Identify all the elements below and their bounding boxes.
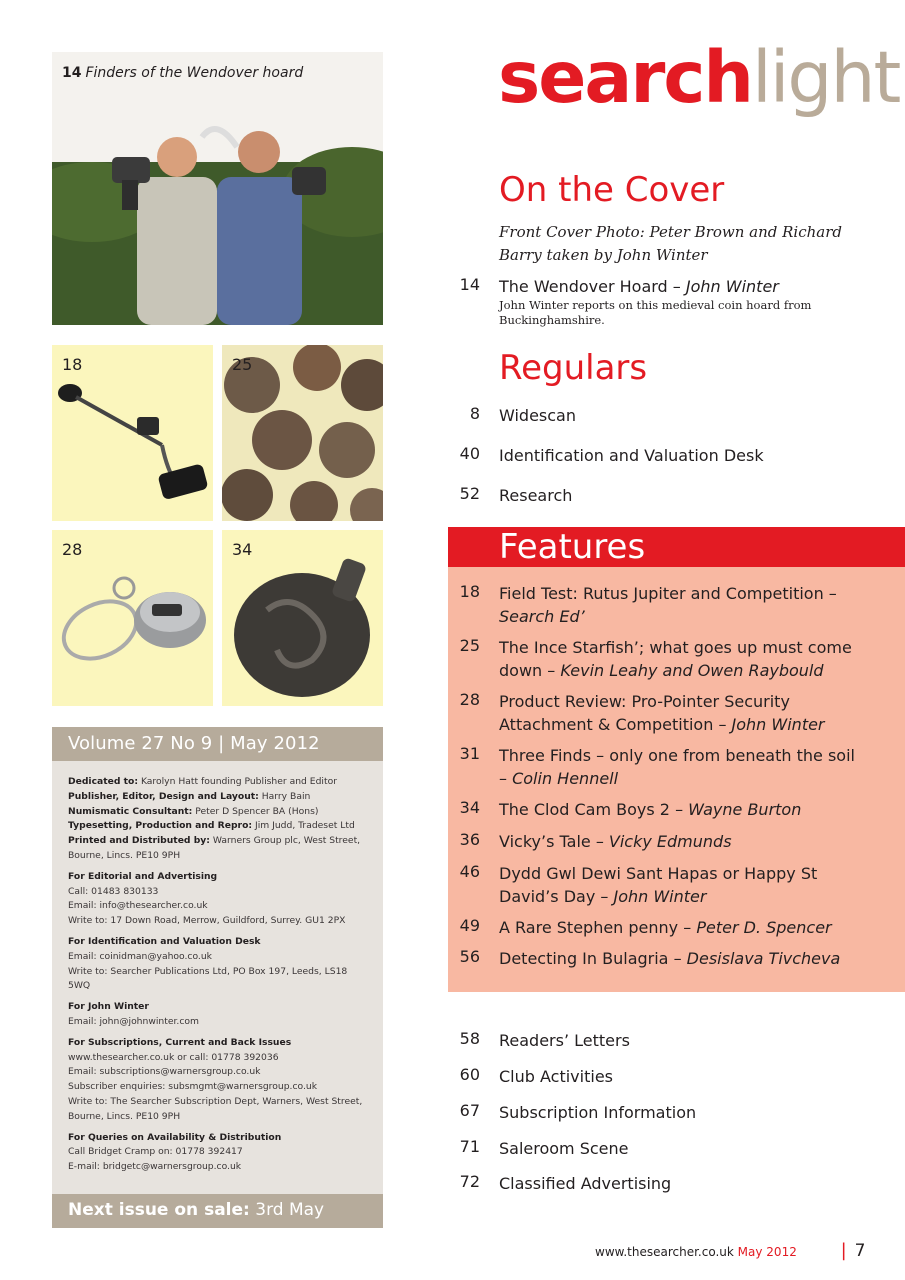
- toc-entry[interactable]: 40 Identification and Valuation Desk: [459, 444, 764, 465]
- cover-photo: [52, 52, 383, 325]
- heading-on-the-cover: On the Cover: [499, 170, 725, 210]
- staff-line: Publisher, Editor, Design and Layout: Harry Bain: [68, 790, 311, 802]
- staff-list: [68, 775, 367, 864]
- thumbnail-number: 28: [62, 540, 83, 559]
- cover-photo-caption-text: Finders of the Wendover hoard: [85, 65, 304, 81]
- feature-entry[interactable]: 25 The Ince Starfish’; what goes up must come down – Kevin Leahy and Owen Raybould: [459, 636, 852, 680]
- cover-photo-credit: Front Cover Photo: Peter Brown and Richard Barry taken by John Winter: [499, 223, 843, 264]
- footer-divider: |: [840, 1240, 847, 1261]
- searchlight-logo: [498, 36, 900, 119]
- page-number: 14: [459, 275, 480, 294]
- next-issue-bar: [52, 1194, 383, 1228]
- contact-identification: For Identification and Valuation Desk Email: coinidman@yahoo.co.uk Write to: Searcher Publications Ltd, PO Box 197, Leeds, LS18 5WQ: [68, 935, 348, 992]
- cover-photo-number: 14: [62, 65, 82, 81]
- entry-title: The Wendover Hoard – John Winter: [499, 277, 779, 296]
- feature-entry[interactable]: 56 Detecting In Bulagria – Desislava Tivcheva: [459, 947, 841, 968]
- contact-editorial: For Editorial and Advertising Call: 01483 830133 Email: info@thesearcher.co.uk Write to: 17 Down Road, Merrow, Guildford, Surrey. GU1 2PX: [68, 870, 346, 927]
- thumbnail-coins: [222, 345, 383, 521]
- thumbnail-seal: [222, 530, 383, 706]
- heading-features: Features: [499, 527, 646, 567]
- credits-body: [52, 761, 383, 1175]
- heading-regulars: Regulars: [499, 348, 648, 388]
- contact-subscriptions: For Subscriptions, Current and Back Issues www.thesearcher.co.uk or call: 01778 392036 Email: subscriptions@warnersgroup.co.uk Subscriber enquiries: subsmgmt@warnersgroup.co.uk Write to: The Searcher Subscription Dept, Warners, West Street, Bourne, Lincs. PE10 9PH: [68, 1036, 363, 1122]
- staff-line: Dedicated to: Karolyn Hatt founding Publisher and Editor: [68, 776, 337, 787]
- toc-entry[interactable]: 52 Research: [459, 484, 573, 505]
- cover-photo-caption: [62, 65, 303, 81]
- thumbnail-number: 18: [62, 355, 83, 374]
- contact-distribution: For Queries on Availability & Distribution Call Bridget Cramp on: 01778 392417 E-mail: bridgetc@warnersgroup.co.uk: [68, 1131, 282, 1173]
- toc-entry[interactable]: 71 Saleroom Scene: [459, 1137, 629, 1158]
- logo-light: light: [751, 36, 900, 119]
- next-issue-date: 3rd May: [255, 1200, 325, 1220]
- thumbnail-detector: [52, 345, 213, 521]
- feature-entry[interactable]: 34 The Clod Cam Boys 2 – Wayne Burton: [459, 798, 802, 819]
- thumbnail-pro-pointer: [52, 530, 213, 706]
- feature-entry[interactable]: 28 Product Review: Pro-Pointer Security Attachment & Competition – John Winter: [459, 690, 825, 734]
- toc-entry[interactable]: 67 Subscription Information: [459, 1101, 697, 1122]
- thumbnail-number: 25: [232, 355, 253, 374]
- volume-bar: Volume 27 No 9 | May 2012: [52, 727, 383, 761]
- thumbnail-number: 34: [232, 540, 253, 559]
- finders-photo-illustration: [52, 52, 383, 325]
- cover-story-entry[interactable]: [448, 275, 868, 328]
- feature-entry[interactable]: 36 Vicky’s Tale – Vicky Edmunds: [459, 830, 732, 851]
- toc-entry[interactable]: 72 Classified Advertising: [459, 1172, 672, 1193]
- staff-line: Numismatic Consultant: Peter D Spencer BA (Hons): [68, 805, 319, 817]
- toc-entry[interactable]: 58 Readers’ Letters: [459, 1029, 630, 1050]
- next-issue-label: Next issue on sale:: [68, 1200, 250, 1220]
- feature-entry[interactable]: 18 Field Test: Rutus Jupiter and Competition – Search Ed’: [459, 582, 837, 626]
- logo-search: search: [498, 36, 752, 119]
- contact-john-winter: For John Winter Email: john@johnwinter.com: [68, 1001, 199, 1027]
- credits-panel: [52, 727, 383, 1228]
- staff-line: Printed and Distributed by: Warners Group plc, West Street, Bourne, Lincs. PE10 9PH: [68, 835, 361, 861]
- footer-url[interactable]: www.thesearcher.co.uk: [595, 1245, 734, 1259]
- toc-entry[interactable]: 8 Widescan: [469, 404, 576, 425]
- footer-page-number: 7: [854, 1241, 866, 1261]
- toc-entry[interactable]: 60 Club Activities: [459, 1065, 613, 1086]
- page-footer: [595, 1240, 865, 1261]
- features-heading-bar: [448, 527, 905, 567]
- feature-entry[interactable]: 31 Three Finds – only one from beneath the soil – Colin Hennell: [459, 744, 855, 788]
- feature-entry[interactable]: 49 A Rare Stephen penny – Peter D. Spencer: [459, 916, 832, 937]
- staff-line: Typesetting, Production and Repro: Jim Judd, Tradeset Ltd: [68, 820, 355, 832]
- footer-month: May 2012: [737, 1245, 797, 1259]
- feature-entry[interactable]: 46 Dydd Gwl Dewi Sant Hapas or Happy St David’s Day – John Winter: [459, 862, 818, 906]
- entry-description: John Winter reports on this medieval coin hoard from Buckinghamshire.: [499, 298, 812, 327]
